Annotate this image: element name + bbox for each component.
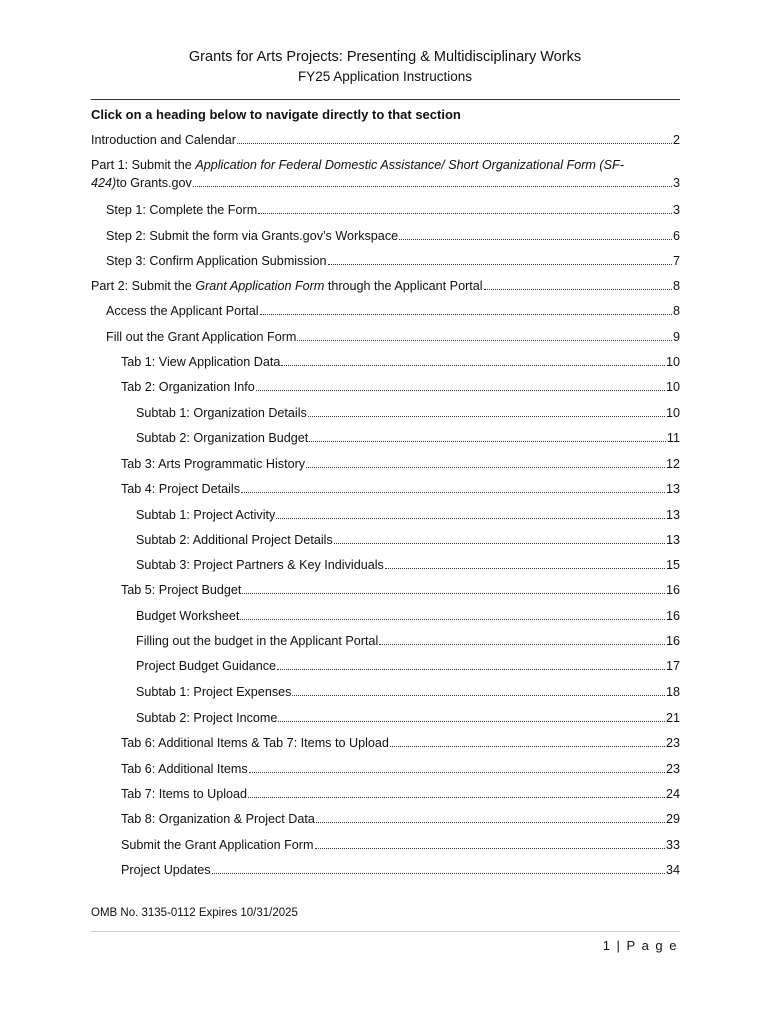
leader-dots [248, 797, 665, 798]
toc-page: 12 [665, 457, 680, 471]
leader-dots [306, 467, 665, 468]
toc-link-budget-worksheet[interactable] [136, 607, 680, 625]
toc-label: Project Updates [121, 863, 211, 877]
toc-page: 16 [665, 609, 680, 623]
leader-dots [260, 314, 672, 315]
toc-page: 17 [665, 659, 680, 673]
toc-link-step1[interactable] [106, 201, 680, 219]
toc-page: 10 [665, 355, 680, 369]
leader-dots [277, 669, 665, 670]
toc-label: Fill out the Grant Application Form [106, 330, 297, 344]
leader-dots [334, 543, 665, 544]
toc-link-tab5-subtab2[interactable] [136, 709, 680, 727]
toc-page: 24 [665, 787, 680, 801]
toc-page: 3 [672, 176, 680, 190]
leader-dots [399, 239, 672, 240]
toc-link-step3[interactable] [106, 252, 680, 270]
toc-label: Tab 2: Organization Info [121, 380, 255, 394]
leader-dots [385, 568, 665, 569]
leader-dots [484, 289, 672, 290]
leader-dots [281, 365, 665, 366]
toc-label: Filling out the budget in the Applicant Portal [136, 634, 379, 648]
toc-label: Tab 6: Additional Items & Tab 7: Items to Upload [121, 736, 389, 750]
leader-dots [258, 213, 672, 214]
toc-page: 9 [672, 330, 680, 344]
leader-dots [242, 593, 665, 594]
toc-label: Subtab 3: Project Partners & Key Individuals [136, 558, 384, 572]
leader-dots [297, 340, 672, 341]
toc-link-tab5[interactable] [121, 581, 680, 599]
toc-link-tab7[interactable] [121, 785, 680, 803]
toc-page: 23 [665, 762, 680, 776]
toc-label: Tab 8: Organization & Project Data [121, 812, 315, 826]
toc-link-access-portal[interactable] [106, 302, 680, 320]
toc-label: Tab 4: Project Details [121, 482, 240, 496]
toc-page: 16 [665, 634, 680, 648]
toc-label: Step 1: Complete the Form [106, 203, 258, 217]
leader-dots [212, 873, 665, 874]
toc-label: through the Applicant Portal [324, 279, 483, 293]
toc-page: 7 [672, 254, 680, 268]
leader-dots [249, 772, 665, 773]
toc-label: Part 2: Submit the [91, 279, 196, 293]
toc-label: Tab 7: Items to Upload [121, 787, 248, 801]
leader-dots [379, 644, 665, 645]
document-title: Grants for Arts Projects: Presenting & Multidisciplinary Works [188, 49, 582, 65]
toc-page: 18 [665, 685, 680, 699]
toc-label: Subtab 1: Project Expenses [136, 685, 292, 699]
leader-dots [241, 492, 665, 493]
toc-label: Step 3: Confirm Application Submission [106, 254, 327, 268]
toc-label: Introduction and Calendar [91, 133, 236, 147]
leader-dots [240, 619, 665, 620]
toc-link-tab6[interactable] [121, 760, 680, 778]
toc-page: 13 [665, 482, 680, 496]
footer-divider [91, 931, 680, 932]
toc-link-project-updates[interactable] [121, 861, 680, 879]
toc-label: Part 1: Submit the [91, 158, 196, 172]
toc-label-italic: Application for Federal Domestic Assistance/ Short Organizational Form (SF- [195, 158, 624, 172]
toc-page: 3 [672, 203, 680, 217]
toc-page: 10 [665, 406, 680, 420]
toc-page: 29 [665, 812, 680, 826]
toc-page: 34 [665, 863, 680, 877]
toc-link-intro[interactable] [91, 131, 680, 149]
toc-page: 6 [672, 229, 680, 243]
toc-label: Subtab 1: Organization Details [136, 406, 307, 420]
leader-dots [193, 186, 672, 187]
toc-label-italic: Grant Application Form [195, 279, 325, 293]
header-divider [91, 99, 680, 100]
toc-label: Tab 5: Project Budget [121, 583, 242, 597]
toc-page: 8 [672, 304, 680, 318]
toc-link-tab8[interactable] [121, 810, 680, 828]
toc-page: 21 [665, 711, 680, 725]
toc-label: Subtab 1: Project Activity [136, 508, 276, 522]
toc-label: Tab 6: Additional Items [121, 762, 248, 776]
toc-label: Access the Applicant Portal [106, 304, 259, 318]
toc-label: Step 2: Submit the form via Grants.gov’s Workspace [106, 229, 399, 243]
toc-page: 16 [665, 583, 680, 597]
toc-link-tab2[interactable] [121, 378, 680, 396]
toc-label: Budget Worksheet [136, 609, 240, 623]
toc-page: 13 [665, 533, 680, 547]
toc-link-tab2-subtab1[interactable] [136, 404, 680, 422]
toc-link-part2[interactable] [91, 277, 680, 295]
toc-page: 33 [665, 838, 680, 852]
toc-link-tab4-subtab2[interactable] [136, 531, 680, 549]
toc-label: Project Budget Guidance [136, 659, 277, 673]
toc-label: Subtab 2: Additional Project Details [136, 533, 333, 547]
leader-dots [292, 695, 665, 696]
document-subtitle: FY25 Application Instructions [297, 69, 473, 84]
toc-link-submit-form[interactable] [121, 836, 680, 854]
toc-link-tab1[interactable] [121, 353, 680, 371]
toc-label: Subtab 2: Project Income [136, 711, 278, 725]
toc-link-fill-out-form[interactable] [106, 328, 680, 346]
toc-label: Tab 3: Arts Programmatic History [121, 457, 306, 471]
toc-link-step2[interactable] [106, 227, 680, 245]
toc-label: to Grants.gov [116, 176, 192, 190]
toc-link-tab5-subtab1[interactable] [136, 683, 680, 701]
leader-dots [390, 746, 665, 747]
leader-dots [237, 143, 672, 144]
toc-page: 13 [665, 508, 680, 522]
leader-dots [309, 441, 666, 442]
toc-label: Tab 1: View Application Data [121, 355, 281, 369]
page-number: 1 | P a g e [602, 938, 678, 953]
leader-dots [308, 416, 665, 417]
toc-label: Submit the Grant Application Form [121, 838, 314, 852]
omb-number: OMB No. 3135-0112 Expires 10/31/2025 [91, 907, 298, 919]
toc-link-tab4[interactable] [121, 480, 680, 498]
toc-link-tab3[interactable] [121, 455, 680, 473]
toc-link-part1[interactable] [91, 156, 680, 192]
leader-dots [316, 822, 665, 823]
leader-dots [278, 721, 665, 722]
toc-link-tab6-tab7[interactable] [121, 734, 680, 752]
leader-dots [315, 848, 665, 849]
leader-dots [328, 264, 672, 265]
toc-link-budget-portal[interactable] [136, 632, 680, 650]
toc-label-italic: 424) [91, 176, 117, 190]
toc-link-tab4-subtab3[interactable] [136, 556, 680, 574]
toc-link-budget-guidance[interactable] [136, 657, 680, 675]
toc-page: 23 [665, 736, 680, 750]
toc-page: 8 [672, 279, 680, 293]
navigation-heading: Click on a heading below to navigate directly to that section [91, 107, 461, 122]
toc-page: 11 [666, 431, 680, 445]
toc-page: 10 [665, 380, 680, 394]
toc-label: Subtab 2: Organization Budget [136, 431, 309, 445]
leader-dots [256, 390, 665, 391]
toc-link-tab4-subtab1[interactable] [136, 506, 680, 524]
toc-page: 2 [672, 133, 680, 147]
toc-page: 15 [665, 558, 680, 572]
toc-link-tab2-subtab2[interactable] [136, 429, 680, 447]
leader-dots [276, 518, 665, 519]
